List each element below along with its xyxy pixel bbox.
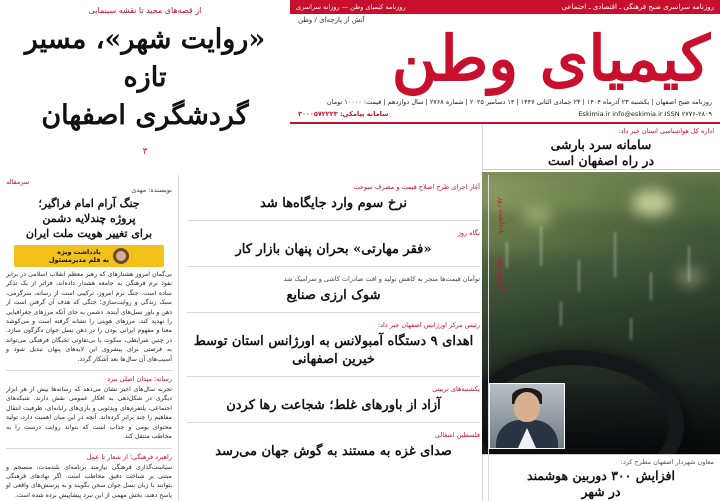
editorial-badge-text (49, 248, 109, 264)
badge-line-2: به قلم مدیرمسئول (48, 256, 110, 264)
editorial-badge (14, 245, 164, 267)
camera-title-line-2: در شهر (581, 484, 621, 499)
badge-line-1: یادداشت ویژه (57, 248, 101, 256)
editorial-title-line-1: جنگ آرام امام فراگیر؛ (38, 197, 140, 210)
news-item-title: اهدای ۹ دستگاه آمبولانس به اورژانس استان توسط خیرین اصفهانی (193, 334, 474, 367)
camera-news-title (488, 468, 714, 500)
masthead (290, 14, 720, 124)
masthead-contact: Eskimia.ir info@eskimia.ir ISSN ۲۷۷۶-۲۸۰۹ (578, 110, 712, 118)
news-item[interactable] (187, 175, 480, 221)
author-avatar (113, 248, 129, 264)
editorial-subsection (6, 448, 172, 501)
lead-headline-line-2: گردشگری اصفهان (41, 100, 249, 131)
editorial-subsection-label: رسانه؛ میدان اصلی نبرد (107, 375, 172, 384)
news-item-label: آغاز اجرای طرح اصلاح قیمت و مصرف سوخت (353, 183, 480, 191)
weather-title-line-2: در راه اصفهان است (547, 153, 655, 168)
lead-headline-line-1: «روایت شهر»، مسیر تازه (24, 24, 266, 93)
weather-news-label: اداره کل هواشناسی استان خبر داد: (618, 127, 714, 135)
news-item[interactable] (187, 423, 480, 468)
camera-news-label: معاون شهردار اصفهان مطرح کرد: (620, 458, 714, 466)
weather-title-line-1: سامانه سرد بارشی (550, 137, 652, 152)
top-strip-right-text: روزنامه سراسری صبح فرهنگی ـ اقتصادی ـ اجتماعی (561, 3, 714, 11)
editorial-title (6, 196, 172, 241)
news-item[interactable] (187, 313, 480, 377)
editorial-subsection-body: سیاست‌گذاری فرهنگی نیازمند برنامه‌ای بلندمدت، منسجم و مبتنی بر شناخت دقیق مخاطب است. اگر نهادهای فرهنگی بتوانند با زبان نسل جوان سخن بگویند و به پرسش‌های واقعی او پاسخ دهند، بخش مهمی از این نبرد پیشاپیش برده شده است. (6, 463, 172, 499)
photo-column (482, 124, 720, 501)
news-item[interactable] (187, 221, 480, 267)
news-item-title: نرخ سوم وارد جایگاه‌ها شد (260, 196, 407, 211)
editorial-title-line-2: پروژه چندلایه دشمن (42, 212, 136, 225)
editorial-subsection-body: تجربه سال‌های اخیر نشان می‌دهد که رسانه‌ها بیش از هر ابزار دیگری در شکل‌دهی به افکار عمومی نقش دارند. شبکه‌های اجتماعی، پلتفرم‌های ویدئویی و بازی‌های رایانه‌ای، ظرفیت انتقال مفاهیم را چند برابر کرده‌اند. آنچه در این میان اهمیت دارد، تولید محتوای بومی و جذاب است که بتواند روایت درست را به مخاطب منتقل کند. (6, 386, 172, 441)
editorial-subsection-label: راهبرد فرهنگی؛ از شعار تا عمل (86, 452, 172, 461)
lead-headline-block (0, 0, 290, 175)
lead-headline (8, 21, 282, 135)
editorial-title-line-3: برای تغییر هویت ملت ایران (25, 227, 153, 240)
news-item-title: آزاد از باورهای غلط؛ شجاعت رها کردن (226, 398, 441, 413)
editorial-author: نویسنده: مهدی (131, 186, 172, 194)
news-item[interactable] (187, 267, 480, 313)
lead-kicker: از قصه‌های مجید تا نقشه سینمایی (88, 6, 202, 15)
news-item-label: رئیس مرکز اورژانس اصفهان خبر داد: (377, 321, 480, 329)
editorial-body: بی‌گمان امروز هشتارهای که رهبر معظم انقلاب اسلامی در برابر نفوذ نرم فرهنگی به جامعه هشدار داده‌اند، فراتر از یک تذکر ساده است. جنگ نرم امروز، ترکیبی است از رسانه، سرگرمی، سبک زندگی و روایت‌سازی؛ جنگی که هدف آن گرفتن است از ذهن و باور نسل‌های آینده. دشمن به جای آنکه مرزهای جغرافیایی را تهدید کند، مرزهای هویتی را نشانه گرفته است و می‌کوشد معنا و مفهوم ایرانی بودن را در ذهن نسل جوان دگرگون سازد. در چنین شرایطی، سکوت یا بی‌تفاوتی نخبگان فرهنگی می‌تواند به فرصتی برای پیشروی این لایه‌های پنهان تبدیل شود و آسیب‌های آن سال‌ها بعد آشکار گردد. (6, 271, 172, 363)
weather-news-title (488, 137, 714, 169)
news-item-title: صدای غزه به مستند به گوش جهان می‌رسد (215, 444, 452, 459)
masthead-issue-info: روزنامه صبح اصفهان | یکشنبه ۲۳ آذرماه ۱۴۰۴ | ۲۳ جمادی الثانی ۱۴۴۷ | ۱۴ دسامبر ۲۰۲۵ | شماره ۲۷۶۸ | سال دوازدهم | قیمت: ۱۰۰۰۰ تومان (326, 98, 712, 106)
rail-label-1: یادداشت روز (497, 197, 506, 235)
news-item-title: «فقر مهارتی» بحران پنهان بازار کار (235, 242, 432, 257)
news-item-label: توأمان قیمت‌ها منجر به کاهش تولید و افت صادرات کاشی و سرامیک شد (283, 275, 480, 283)
masthead-sms: سامانه پیامکی: ۳۰۰۰۵۷۲۲۲۳ (298, 110, 389, 118)
news-item-title: شوک ارزی صنایع (286, 288, 381, 303)
news-item-label: نگاه روز (457, 229, 480, 237)
paper-logo: کیمیای وطن (391, 22, 710, 95)
editorial-column (0, 175, 178, 501)
weather-news-block (482, 124, 720, 170)
camera-news-block (482, 454, 720, 501)
lead-page-reference: ۳ (142, 147, 148, 157)
middle-news-column (178, 175, 488, 501)
rail-label-2: گزارش ویژه (497, 256, 506, 293)
camera-title-line-1: افزایش ۳۰۰ دوربین هوشمند (527, 468, 675, 483)
news-item-label: فلسطین اشغالی (434, 431, 480, 439)
editorial-subsection (6, 370, 172, 441)
news-item-label: یکشنبه‌های تربیتی (432, 385, 480, 393)
masthead-meta-line-1 (298, 98, 712, 106)
section-rail (488, 175, 514, 501)
top-strip (290, 0, 720, 14)
news-item[interactable] (187, 377, 480, 423)
editorial-section-label: سرمقاله (6, 178, 30, 186)
masthead-meta-line-2 (298, 110, 712, 118)
top-strip-left-text: روزنامه کیمیای وطن — روزانه سراسری (296, 3, 406, 11)
logo-kicker: آتش از پارچه‌ای / وطن (298, 16, 365, 24)
